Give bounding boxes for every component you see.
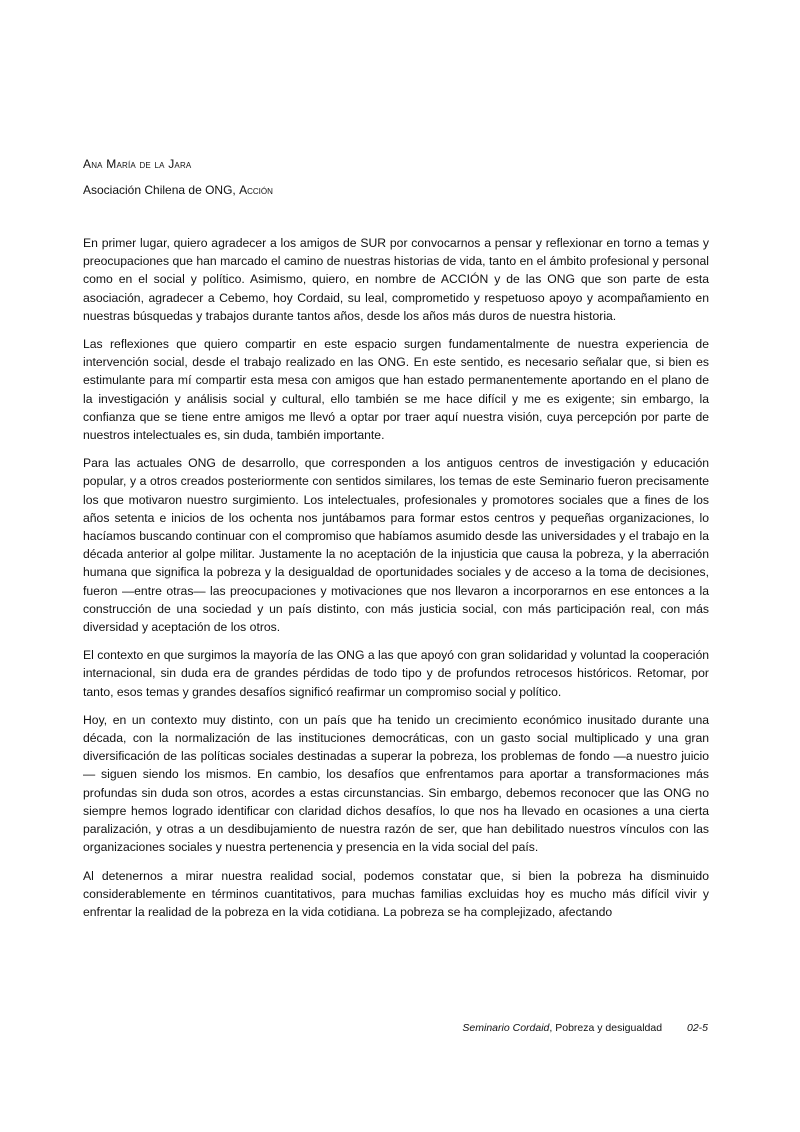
page-footer <box>0 1022 708 1034</box>
body-text <box>83 234 709 931</box>
author-name: Ana María de la Jara <box>83 157 192 171</box>
paragraph-5: Hoy, en un contexto muy distinto, con un país que ha tenido un crecimiento económico inusitado durante una década, con la normalización de las instituciones democráticas, con un gasto social multiplicado y una gran diversificación de las políticas sociales destinadas a superar la pobreza, los problemas de fondo —a nuestro juicio— siguen siendo los mismos. En cambio, los desafíos que enfrentamos para aportar a transformaciones más profundas sin duda son otros, acordes a estas circunstancias. Sin embargo, debemos reconocer que las ONG no siempre hemos logrado identificar con claridad dichos desafíos, lo que nos ha llevado en ocasiones a una cierta paralización, y otras a un desdibujamiento de nuestra razón de ser, que han debilitado nuestros vínculos con las organizaciones sociales y nuestra pertenencia y presencia en la vida social del país. <box>83 712 709 855</box>
affiliation-text: Asociación Chilena de ONG, <box>83 183 240 197</box>
affiliation-acronym: Acción <box>239 183 273 197</box>
page-number: 02-5 <box>686 1022 708 1034</box>
paragraph-6: Al detenernos a mirar nuestra realidad social, podemos constatar que, si bien la pobreza ha disminuido considerablemente en términos cuantitativos, para muchas familias excluidas hoy es mucho más difícil vivir y enfrentar la realidad de la pobreza en la vida cotidiana. La pobreza se ha complejizado, afectando <box>83 868 709 919</box>
footer-publication-title: Seminario Cordaid <box>462 1022 550 1034</box>
author-affiliation <box>83 183 273 197</box>
paragraph-2: Las reflexiones que quiero compartir en este espacio surgen fundamentalmente de nuestra experiencia de intervención social, desde el trabajo realizado en las ONG. En este sentido, es necesario señalar que, si bien es estimulante para mí compartir esta mesa con amigos que han estado permanentemente aportando en el plano de la investigación y análisis social y cultural, ello también se me hace difícil y me es exigente; sin embargo, la confianza que se tiene entre amigos me llevó a optar por traer aquí nuestra visión, cuya percepción por parte de nuestros intelectuales es, sin duda, también importante. <box>83 337 709 443</box>
footer-publication-subtitle: , Pobreza y desigualdad <box>549 1022 663 1034</box>
paragraph-4: El contexto en que surgimos la mayoría de las ONG a las que apoyó con gran solidaridad y voluntad la cooperación internacional, sin duda era de grandes pérdidas de todo tipo y de profundos retrocesos históricos. Retomar, por tanto, esos temas y grandes desafíos significó reafirmar un compromiso social y político. <box>83 648 709 699</box>
paragraph-1: En primer lugar, quiero agradecer a los amigos de SUR por convocarnos a pensar y reflexionar en torno a temas y preocupaciones que han marcado el camino de nuestras historias de vida, tanto en el ámbito profesional y personal como en el social y político. Asimismo, quiero, en nombre de ACCIÓN y de las ONG que son parte de esta asociación, agradecer a Cebemo, hoy Cordaid, su leal, comprometido y respetuoso apoyo y acompañamiento en nuestras búsquedas y trabajos durante tantos años, desde los años más duros de nuestra historia. <box>83 236 709 323</box>
paragraph-3: Para las actuales ONG de desarrollo, que corresponden a los antiguos centros de investigación y educación popular, y a otros creados posteriormente con sentidos similares, los temas de este Seminario fueron precisamente los que motivaron nuestro surgimiento. Los intelectuales, profesionales y promotores sociales que a fines de los años setenta e inicios de los ochenta nos juntábamos para formar estos centros y pequeñas organizaciones, lo hacíamos buscando continuar con el compromiso que habíamos asumido desde las universidades y el trabajo en la década anterior al golpe militar. Justamente la no aceptación de la injusticia que causa la pobreza, y la aberración humana que significa la pobreza y la desigualdad de oportunidades sociales y de acceso a la toma de decisiones, fueron —entre otras— las preocupaciones y motivaciones que nos llevaron a incorporarnos en ese entonces a la construcción de una sociedad y un país distinto, con más justicia social, con más participación real, con más diversidad y aceptación de los otros. <box>83 456 709 635</box>
